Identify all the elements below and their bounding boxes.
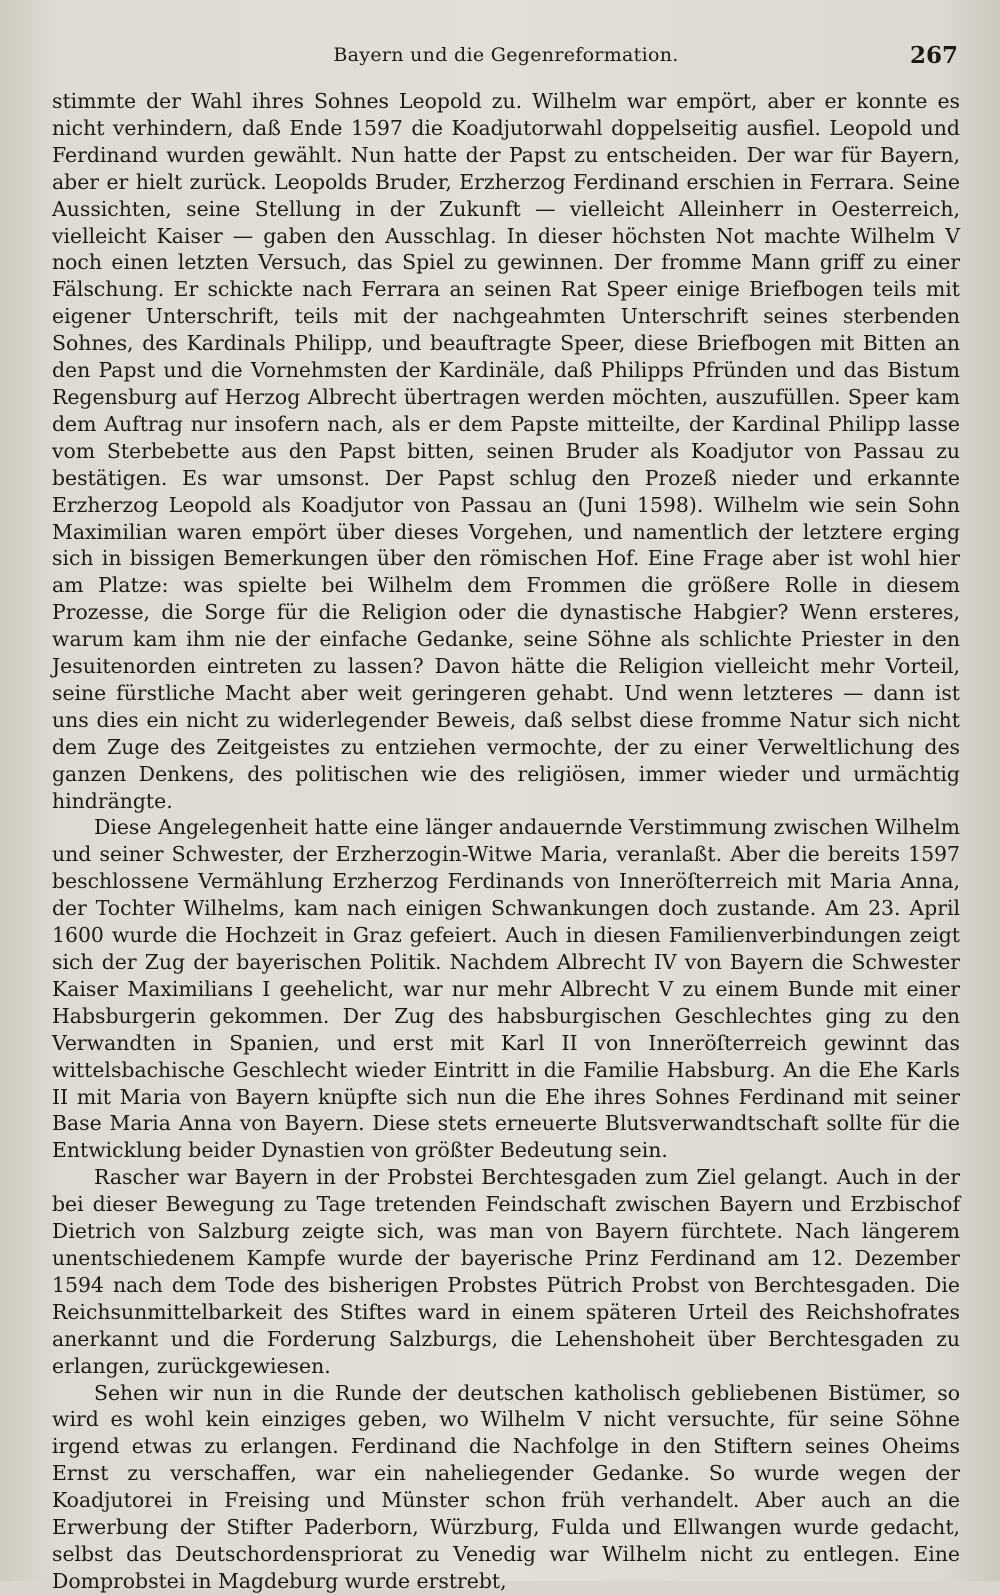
body-text (52, 88, 960, 1595)
paragraph: stimmte der Wahl ihres Sohnes Leopold zu. Wilhelm war empört, aber er konnte es nicht verhindern, daß Ende 1597 die Koadjutorwahl doppelseitig ausfiel. Leopold und Ferdinand wurden gewählt. Nun hatte der Papst zu entscheiden. Der war für Bayern, aber er hielt zurück. Leopolds Bruder, Erzherzog Ferdinand erschien in Ferrara. Seine Aussichten, seine Stellung in der Zukunft — vielleicht Alleinherr in Oesterreich, vielleicht Kaiser — gaben den Ausschlag. In dieser höchsten Not machte Wilhelm V noch einen letzten Versuch, das Spiel zu gewinnen. Der fromme Mann griff zu einer Fälschung. Er schickte nach Ferrara an seinen Rat Speer einige Briefbogen teils mit eigener Unterschrift, teils mit der nachgeahmten Unterschrift seines sterbenden Sohnes, des Kardinals Philipp, und beauftragte Speer, diese Briefbogen mit Bitten an den Papst und die Vornehmsten der Kardinäle, daß Philipps Pfründen und das Bistum Regensburg auf Herzog Albrecht übertragen werden möchten, auszufüllen. Speer kam dem Auftrag nur insofern nach, als er dem Papste mitteilte, der Kardinal Philipp lasse vom Sterbebette aus den Papst bitten, seinen Bruder als Koadjutor von Passau zu bestätigen. Es war umsonst. Der Papst schlug den Prozeß nieder und erkannte Erzherzog Leopold als Koadjutor von Passau an (Juni 1598). Wilhelm wie sein Sohn Maximilian waren empört über dieses Vorgehen, und namentlich der letztere erging sich in bissigen Bemerkungen über den römischen Hof. Eine Frage aber ist wohl hier am Platze: was spielte bei Wilhelm dem Frommen die größere Rolle in diesem Prozesse, die Sorge für die Religion oder die dynastische Habgier? Wenn ersteres, warum kam ihm nie der einfache Gedanke, seine Söhne als schlichte Priester in den Jesuitenorden eintreten zu lassen? Davon hätte die Religion vielleicht mehr Vorteil, seine fürstliche Macht aber weit geringeren gehabt. Und wenn letzteres — dann ist uns dies ein nicht zu widerlegender Beweis, daß selbst diese fromme Natur sich nicht dem Zuge des Zeitgeistes zu entziehen vermochte, der zu einer Verweltlichung des ganzen Denkens, des politischen wie des religiösen, immer wieder und urmächtig hindrängte. (52, 89, 960, 813)
running-title: Bayern und die Gegenreformation. (333, 44, 679, 66)
paragraph: Sehen wir nun in die Runde der deutschen katholisch gebliebenen Bistümer, so wird es wohl kein einziges geben, wo Wilhelm V nicht versuchte, für seine Söhne irgend etwas zu erlangen. Ferdinand die Nachfolge in den Stiftern seines Oheims Ernst zu verschaffen, war ein naheliegender Gedanke. So wurde wegen der Koadjutorei in Freising und Münster schon früh verhandelt. Aber auch an die Erwerbung der Stifter Paderborn, Würzburg, Fulda und Ellwangen wurde gedacht, selbst das Deutschordenspriorat zu Venedig war Wilhelm nicht zu entlegen. Eine Domprobstei in Magdeburg wurde erstrebt, (52, 1380, 960, 1593)
page-header (52, 44, 960, 84)
paragraph: Rascher war Bayern in der Probstei Berchtesgaden zum Ziel gelangt. Auch in der bei dieser Bewegung zu Tage tretenden Feindschaft zwischen Bayern und Erzbischof Dietrich von Salzburg zeigte sich, was man von Bayern fürchtete. Nach längerem unentschiedenem Kampfe wurde der bayerische Prinz Ferdinand am 12. Dezember 1594 nach dem Tode des bisherigen Probstes Pütrich Probst von Berchtesgaden. Die Reichsunmittelbarkeit des Stiftes ward in einem späteren Urteil des Reichshofrates anerkannt und die Forderung Salzburgs, die Lehenshoheit über Berchtesgaden zu erlangen, zurückgewiesen. (52, 1165, 960, 1378)
paragraph: Diese Angelegenheit hatte eine länger andauernde Verstimmung zwischen Wilhelm und seiner Schwester, der Erzherzogin-Witwe Maria, veranlaßt. Aber die bereits 1597 beschlossene Vermählung Erzherzog Ferdinands von Inneröſterreich mit Maria Anna, der Tochter Wilhelms, kam nach einigen Schwankungen doch zustande. Am 23. April 1600 wurde die Hochzeit in Graz gefeiert. Auch in diesen Familienverbindungen zeigt sich der Zug der bayerischen Politik. Nachdem Albrecht IV von Bayern die Schwester Kaiser Maximilians I geehelicht, war nur mehr Albrecht V zu einem Bunde mit einer Habsburgerin gekommen. Der Zug des habsburgischen Geschlechtes ging zu den Verwandten in Spanien, und erst mit Karl II von Inneröſterreich gewinnt das wittelsbachische Geschlecht wieder Eintritt in die Familie Habsburg. An die Ehe Karls II mit Maria von Bayern knüpfte sich nun die Ehe ihres Sohnes Ferdinand mit seiner Base Maria Anna von Bayern. Diese stets erneuerte Blutsverwandtschaft sollte für die Entwicklung beider Dynastien von größter Bedeutung sein. (52, 815, 960, 1163)
page-number: 267 (909, 42, 958, 69)
